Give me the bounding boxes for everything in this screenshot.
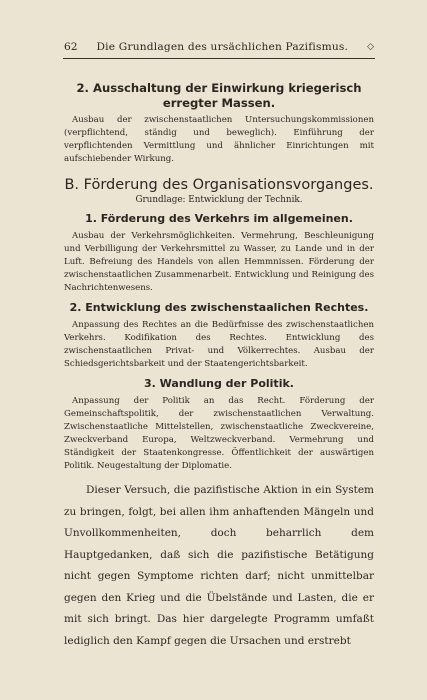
- section-b2-text: Anpassung des Rechtes an die Bedürfnisse des zwischenstaatlichen Verkehrs. Kodifikation des Rechtes. Entwicklung des zwischenstaatlichen Privat- und Völkerrechtes. Ausbau der Schiedsgerichtsbarkeit und der Staatengerichtsbarkeit.: [64, 320, 374, 369]
- section-b3-text: Anpassung der Politik an das Recht. Förderung der Gemeinschaftspolitik, der zwischenstaatlichen Verwaltung. Zwischenstaatliche Mittelstellen, zwischenstaatliche Zweckvereine, Zweckverband Europa, Weltzweckverband. Vermehrung und Ständigkeit der Staatenkongresse. Öffentlichkeit der auswärtigen Politik. Neugestaltung der Diplomatie.: [64, 396, 374, 471]
- section-b1-text: Ausbau der Verkehrsmöglichkeiten. Vermehrung, Beschleunigung und Verbilligung der Verkehrsmittel zu Wasser, zu Lande und in der Luft. Befreiung des Handels von allen Hemmnissen. Förderung der zwischenstaatlichen Zusammenarbeit. Entwicklung und Reinigung des Nachrichtenwesens.: [64, 231, 374, 293]
- running-header: [64, 41, 374, 53]
- section-b-heading: B. Förderung des Organisationsvorganges.: [64, 177, 374, 193]
- section-b1-heading: 1. Förderung des Verkehrs im allgemeinen.: [85, 212, 353, 225]
- closing-paragraph: Dieser Versuch, die pazifistische Aktion in ein System zu bringen, folgt, bei allen ihm anhaftenden Mängeln und Unvollkommenheiten, doch beharrlich dem Hauptgedanken, daß sich die pazifistische Betätigung nicht gegen Symptome richten darf; nicht unmittelbar gegen den Krieg und die Übelstände und Lasten, die er mit sich bringt. Das hier dargelegte Programm umfaßt lediglich den Kampf gegen die Ursachen und erstrebt: [64, 484, 374, 647]
- section-a2-heading: 2. Ausschaltung der Einwirkung kriegerisch erregter Massen.: [76, 81, 362, 110]
- section-b3-heading: 3. Wandlung der Politik.: [144, 377, 294, 390]
- page-body: [64, 81, 374, 473]
- section-b2-heading: 2. Entwicklung des zwischenstaalichen Rechtes.: [69, 301, 369, 314]
- ornament-icon: ◇: [367, 42, 374, 52]
- running-title: Die Grundlagen des ursächlichen Pazifismus.: [96, 41, 349, 53]
- section-a2-text: Ausbau der zwischenstaatlichen Untersuchungskommissionen (verpflichtend, ständig und beweglich). Einführung der verpflichtenden Vermittlung und ähnlicher Einrichtungen mit aufschiebender Wirkung.: [64, 115, 374, 164]
- page-number: 62: [64, 41, 78, 53]
- section-b-subheading: Grundlage: Entwicklung der Technik.: [135, 195, 303, 205]
- header-rule: [63, 58, 375, 59]
